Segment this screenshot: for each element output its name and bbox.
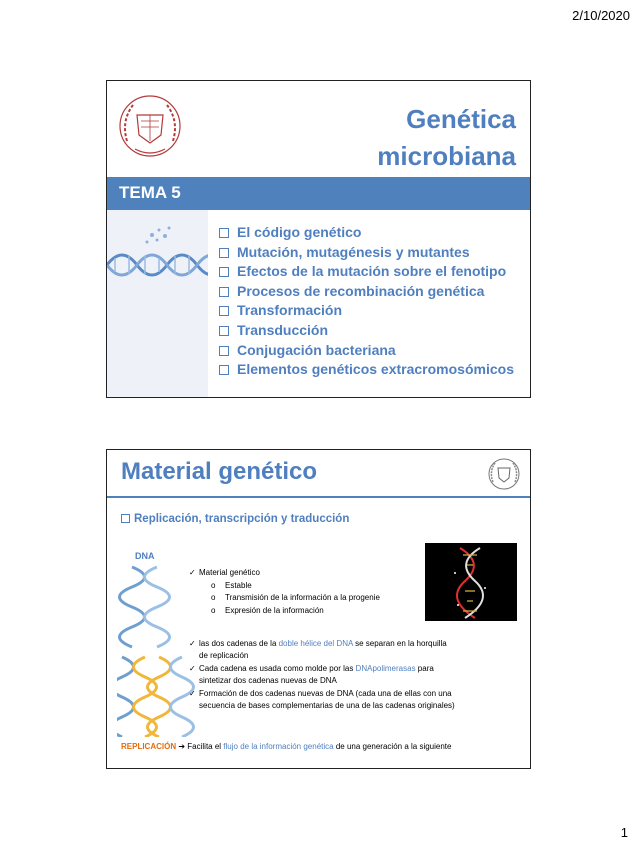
university-seal-icon <box>486 456 522 492</box>
topic-item: Efectos de la mutación sobre el fenotipo <box>219 262 514 282</box>
slide-1 <box>106 80 531 398</box>
checkbox-icon <box>219 326 229 336</box>
dna-helix-icon <box>107 210 208 310</box>
replication-summary: REPLICACIÓN ➔ Facilita el flujo de la información genética de una generación a la siguiente <box>121 742 452 751</box>
replicacion-label: REPLICACIÓN <box>121 742 177 751</box>
checkbox-icon <box>219 248 229 258</box>
checkbox-icon <box>219 365 229 375</box>
bullet-material: ✓ Material genético <box>189 568 260 577</box>
dna-label: DNA <box>135 551 155 561</box>
dna-helix-photo-icon <box>425 543 517 621</box>
university-seal-icon <box>115 91 185 161</box>
sub-item: o Estable <box>211 581 252 590</box>
topic-list <box>219 223 514 380</box>
bullet-polimerasas: ✓ Cada cadena es usada como molde por las DNApolimerasas para sintetizar dos cadenas nuevas de DNA <box>189 664 434 685</box>
tema-bar <box>107 177 530 210</box>
bullet-doble-helice: ✓ las dos cadenas de la doble hélice del DNA se separan en la horquilla de replicación <box>189 639 447 660</box>
dna-photo <box>425 543 517 621</box>
sub-item: o Expresión de la información <box>211 606 324 615</box>
checkmark-icon: ✓ <box>189 568 196 577</box>
title-underline <box>107 496 530 498</box>
page-number: 1 <box>620 825 628 840</box>
topic-item: Elementos genéticos extracromosómicos <box>219 360 514 380</box>
sub-item: o Transmisión de la información a la progenie <box>211 593 380 602</box>
topic-item: Mutación, mutagénesis y mutantes <box>219 243 514 263</box>
checkbox-icon <box>219 306 229 316</box>
title-line-2: microbiana <box>377 141 516 171</box>
checkbox-icon <box>121 514 130 523</box>
topic-item: Transformación <box>219 301 514 321</box>
slide-title <box>377 101 516 175</box>
dna-image-pane <box>107 210 208 398</box>
topic-item: El código genético <box>219 223 514 243</box>
checkbox-icon <box>219 228 229 238</box>
checkbox-icon <box>219 346 229 356</box>
tema-label: TEMA 5 <box>119 183 181 202</box>
topic-item: Conjugación bacteriana <box>219 341 514 361</box>
topic-item: Procesos de recombinación genética <box>219 282 514 302</box>
slide-2 <box>106 449 531 769</box>
dna-replication-diagram <box>117 562 197 737</box>
checkbox-icon <box>219 267 229 277</box>
slide-title: Material genético <box>121 458 318 485</box>
checkbox-icon <box>219 287 229 297</box>
checkmark-icon: ✓ <box>189 664 196 673</box>
checkmark-icon: ✓ <box>189 639 196 648</box>
bullet-formacion: ✓ Formación de dos cadenas nuevas de DNA (cada una de ellas con una secuencia de bases complementarias de una de las cadenas originales) <box>189 689 455 710</box>
print-date: 2/10/2020 <box>572 8 630 23</box>
title-line-1: Genética <box>406 104 516 134</box>
arrow-icon: ➔ <box>178 742 186 751</box>
topic-item: Transducción <box>219 321 514 341</box>
subtitle: Replicación, transcripción y traducción <box>121 513 349 525</box>
checkmark-icon: ✓ <box>189 689 196 698</box>
